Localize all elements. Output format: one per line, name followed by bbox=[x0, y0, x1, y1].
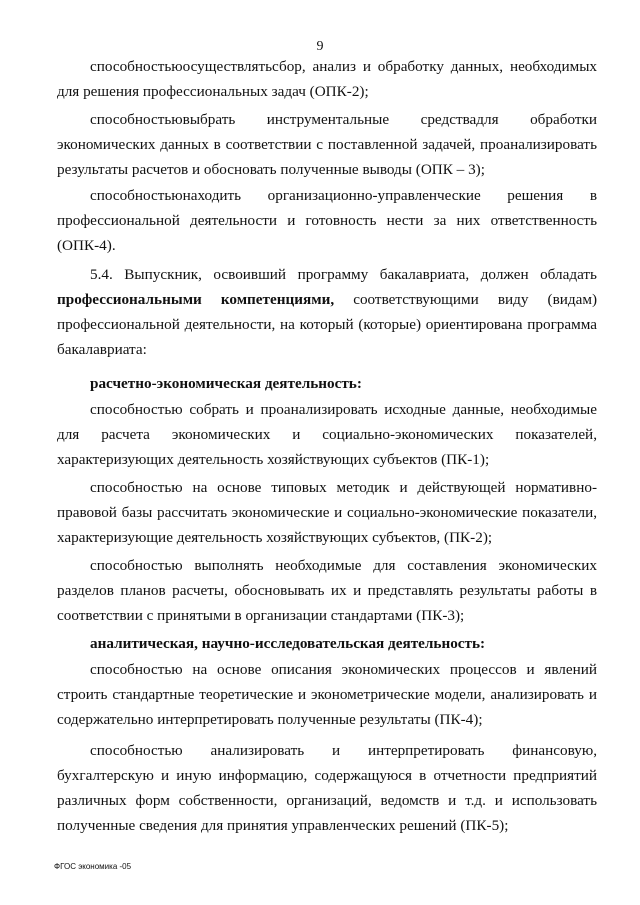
footer-label: ФГОС экономика -05 bbox=[54, 862, 132, 871]
section-heading-calculation-economic: расчетно-экономическая деятельность: bbox=[90, 375, 362, 392]
paragraph-pk-5: способностью анализировать и интерпретировать финансовую, бухгалтерскую и иную информацию, содержащуюся в отчетности предприятий различных форм собственности, организаций, ведомств и т.д. и использовать полученные сведения для принятия управленческих решений (ПК-5); bbox=[57, 742, 597, 834]
paragraph-opk-2: способностьюосуществлятьсбор, анализ и обработку данных, необходимых для решения профессиональных задач (ОПК-2); bbox=[57, 58, 597, 100]
professional-competencies-term: профессиональными компетенциями, bbox=[57, 291, 335, 308]
paragraph-pk-4: способностью на основе описания экономических процессов и явлений строить стандартные теоретические и эконометрические модели, анализировать и содержательно интерпретировать полученные результаты (ПК-4); bbox=[57, 661, 597, 728]
paragraph-pk-1: способностью собрать и проанализировать исходные данные, необходимые для расчета экономических и социально-экономических показателей, характеризующих деятельность хозяйствующих субъектов (ПК-1); bbox=[57, 401, 597, 468]
paragraph-pk-3: способностью выполнять необходимые для составления экономических разделов планов расчеты, обосновывать их и представлять результаты работы в соответствии с принятыми в организации стандартами (ПК-3); bbox=[57, 557, 597, 624]
paragraph-5-4-end: соответствующими виду (видам) профессиональной деятельности, на который (которые) ориентирована программа бакалавриата: bbox=[57, 291, 598, 358]
paragraph-opk-3: способностьювыбрать инструментальные средствадля обработки экономических данных в соответствии с поставленной задачей, проанализировать результаты расчетов и обосновать полученные выводы (ОПК – 3); bbox=[57, 111, 597, 178]
paragraph-opk-4: способностьюнаходить организационно-управленческие решения в профессиональной деятельности и готовность нести за них ответственность (ОПК-4). bbox=[57, 187, 597, 254]
paragraph-5-4-start: 5.4. Выпускник, освоивший программу бакалавриата, должен обладать bbox=[90, 266, 597, 283]
page-number: 9 bbox=[316, 39, 324, 54]
paragraph-pk-2: способностью на основе типовых методик и действующей нормативно-правовой базы рассчитать экономические и социально-экономические показатели, характеризующие деятельность хозяйствующих субъектов, (ПК-2); bbox=[57, 479, 597, 546]
section-heading-analytical-research: аналитическая, научно-исследовательская деятельность: bbox=[90, 635, 486, 652]
paragraph-5-4 bbox=[57, 262, 597, 362]
